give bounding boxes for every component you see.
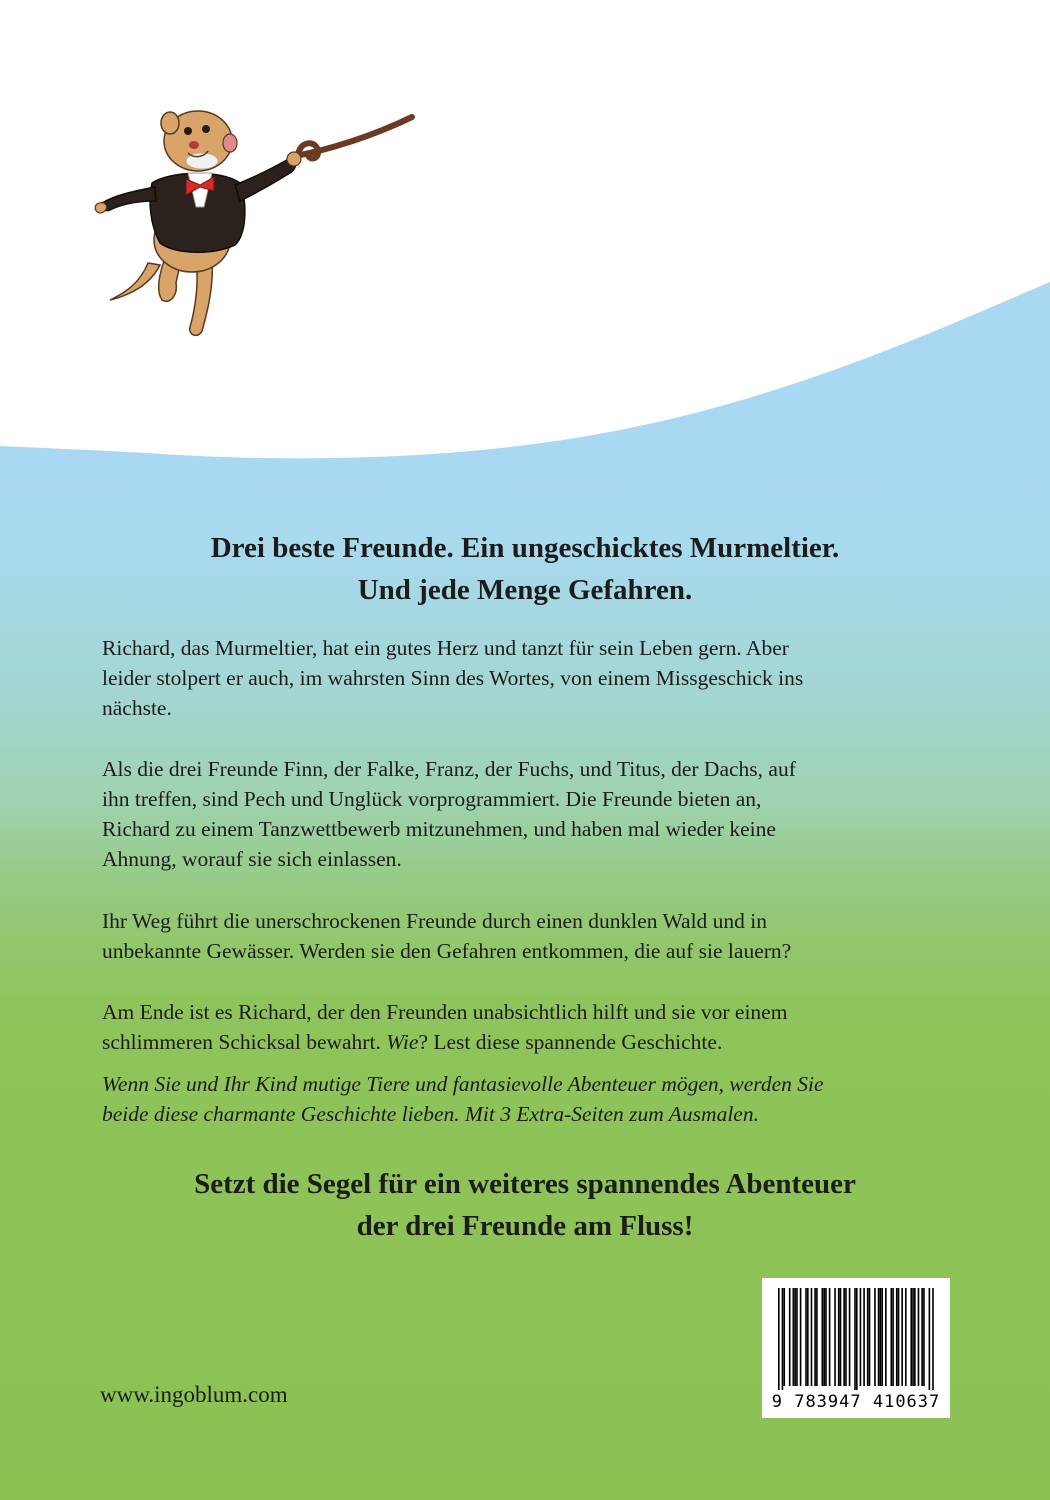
paragraph-4-line2-post: ? Lest diese spannende Geschichte. xyxy=(418,1030,723,1054)
barcode-bar xyxy=(807,1288,809,1386)
paragraph-1 xyxy=(102,633,944,723)
barcode-bar xyxy=(892,1288,894,1386)
barcode-bar xyxy=(789,1288,791,1386)
paragraph-3-line2: unbekannte Gewässer. Werden sie den Gefahren entkommen, die auf sie lauern? xyxy=(102,939,792,963)
barcode-bar xyxy=(834,1288,836,1386)
arm-right xyxy=(235,157,296,201)
paragraph-1-line2: leider stolpert er auch, im wahrsten Sinn des Wortes, von einem Missgeschick ins xyxy=(102,666,804,690)
barcode-bar xyxy=(890,1288,892,1386)
barcode-bar xyxy=(811,1288,813,1386)
headline-top xyxy=(100,527,950,611)
arm-left xyxy=(101,187,156,211)
hand-right xyxy=(287,152,301,166)
eye-left xyxy=(184,127,192,135)
barcode-bar xyxy=(896,1288,898,1386)
barcode-bars xyxy=(778,1288,934,1390)
barcode-bar xyxy=(867,1288,869,1386)
barcode-bar xyxy=(829,1288,831,1386)
barcode-bar xyxy=(869,1288,871,1386)
barcode-bar xyxy=(901,1288,903,1386)
paragraph-2-line3: Richard zu einem Tanzwettbewerb mitzunehmen, und haben mal wieder keine xyxy=(102,817,776,841)
paragraph-1-line1: Richard, das Murmeltier, hat ein gutes Herz und tanzt für sein Leben gern. Aber xyxy=(102,636,789,660)
barcode-bar xyxy=(805,1288,807,1386)
paragraph-2-line1: Als die drei Freunde Finn, der Falke, Franz, der Fuchs, und Titus, der Dachs, auf xyxy=(102,757,796,781)
barcode-bar xyxy=(845,1288,847,1386)
barcode-bar xyxy=(854,1288,856,1390)
paragraph-4-emphasis: Wie xyxy=(386,1030,419,1054)
barcode-bar xyxy=(898,1288,900,1386)
barcode-bar xyxy=(914,1288,916,1386)
barcode-bar xyxy=(816,1288,818,1386)
barcode-bar xyxy=(874,1288,876,1386)
barcode-bar xyxy=(860,1288,862,1386)
headline-top-line1: Drei beste Freunde. Ein ungeschicktes Murmeltier. xyxy=(210,532,840,564)
cane xyxy=(290,117,412,157)
barcode-bar xyxy=(910,1288,912,1386)
paragraph-5 xyxy=(102,1069,944,1129)
barcode-bar xyxy=(880,1288,882,1386)
paragraph-4-line2 xyxy=(102,1027,944,1057)
headline-bottom xyxy=(100,1163,950,1247)
marmot-illustration xyxy=(90,95,430,355)
barcode-bar xyxy=(843,1288,845,1386)
barcode-bar xyxy=(863,1288,865,1386)
barcode-bar xyxy=(849,1288,851,1386)
paragraph-5-line1: Wenn Sie und Ihr Kind mutige Tiere und fantasievolle Abenteuer mögen, werden Sie xyxy=(102,1072,824,1096)
paragraph-4-line2-pre: schlimmeren Schicksal bewahrt. xyxy=(102,1030,387,1054)
barcode-bar xyxy=(905,1288,907,1386)
barcode-bar xyxy=(923,1288,925,1386)
barcode-bar xyxy=(840,1288,842,1386)
website-url: www.ingoblum.com xyxy=(100,1382,288,1407)
nose xyxy=(189,141,199,149)
hand-left xyxy=(95,203,106,213)
barcode-bar xyxy=(778,1288,780,1390)
barcode-bar xyxy=(881,1288,883,1386)
barcode-bar xyxy=(878,1288,880,1386)
ear-right xyxy=(223,134,237,152)
barcode-bar xyxy=(783,1288,785,1386)
paragraph-4-line1: Am Ende ist es Richard, der den Freunden unabsichtlich hilft und sie vor einem xyxy=(102,1000,788,1024)
headline-top-line2: Und jede Menge Gefahren. xyxy=(357,574,693,606)
barcode-bar xyxy=(918,1288,920,1386)
barcode-bar xyxy=(856,1288,858,1390)
barcode-bar xyxy=(825,1288,827,1386)
paragraph-1-line3: nächste. xyxy=(102,696,172,720)
barcode-bar xyxy=(921,1288,923,1386)
barcode-bar xyxy=(782,1288,784,1390)
barcode-bar xyxy=(793,1288,795,1386)
barcode-digits: 9 783947 410637 xyxy=(771,1392,941,1412)
headline-bottom-line2: der drei Freunde am Fluss! xyxy=(356,1210,694,1242)
barcode-bar xyxy=(800,1288,802,1386)
tail xyxy=(110,263,160,300)
paragraph-2 xyxy=(102,754,944,874)
paragraph-3 xyxy=(102,906,944,966)
paragraph-3-line1: Ihr Weg führt die unerschrockenen Freunde durch einen dunklen Wald und in xyxy=(102,909,768,933)
headline-bottom-line1: Setzt die Segel für ein weiteres spannendes Abenteuer xyxy=(194,1168,856,1200)
eye-right xyxy=(202,125,210,133)
barcode xyxy=(762,1278,950,1418)
barcode-bar xyxy=(929,1288,931,1390)
paragraph-5-line2: beide diese charmante Geschichte lieben. Mit 3 Extra-Seiten zum Ausmalen. xyxy=(102,1102,759,1126)
barcode-bar xyxy=(794,1288,796,1386)
barcode-bar xyxy=(885,1288,887,1386)
paragraph-2-line4: Ahnung, worauf sie sich einlassen. xyxy=(102,847,402,871)
ear-left xyxy=(161,112,179,134)
barcode-bar xyxy=(822,1288,824,1386)
barcode-bar xyxy=(912,1288,914,1386)
paragraph-2-line2: ihn treffen, sind Pech und Unglück vorprogrammiert. Die Freunde bieten an, xyxy=(102,787,762,811)
barcode-bar xyxy=(814,1288,816,1386)
barcode-bar xyxy=(796,1288,798,1386)
barcode-bar xyxy=(823,1288,825,1386)
barcode-bar xyxy=(932,1288,934,1390)
paragraph-4 xyxy=(102,997,944,1057)
barcode-bar xyxy=(838,1288,840,1386)
